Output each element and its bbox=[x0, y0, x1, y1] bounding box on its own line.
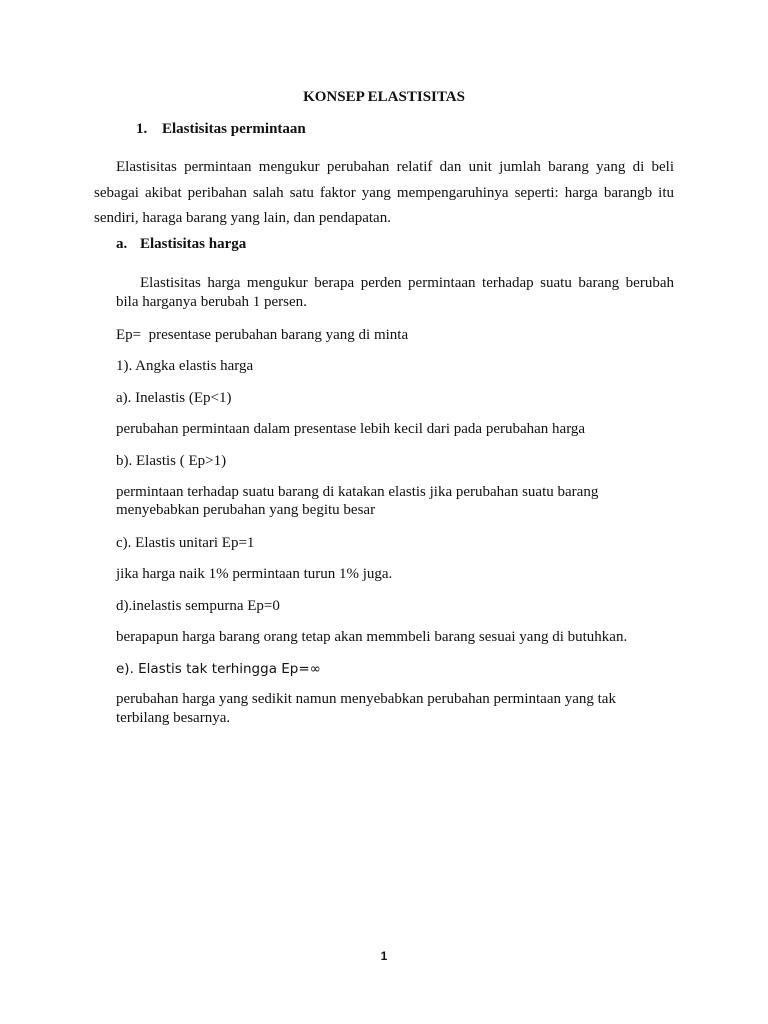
section-heading: Elastisitas permintaan bbox=[162, 121, 306, 137]
list-item-description: berapapun harga barang orang tetap akan memmbeli barang sesuai yang di butuhkan. bbox=[116, 629, 628, 645]
paragraph-line: sebagai akibat peribahan salah satu faktor yang mempengaruhinya seperti: harga barangb itu bbox=[94, 185, 674, 201]
formula-line: Ep= presentase perubahan barang yang di minta bbox=[116, 327, 409, 343]
list-item-description: menyebabkan perubahan yang begitu besar bbox=[116, 502, 376, 518]
list-item-label: e). Elastis tak terhingga Ep=∞ bbox=[116, 661, 321, 677]
list-item-label: c). Elastis unitari Ep=1 bbox=[116, 535, 255, 551]
list-item-description: perubahan harga yang sedikit namun menyebabkan perubahan permintaan yang tak bbox=[116, 691, 616, 707]
paragraph-line: bila harganya berubah 1 persen. bbox=[116, 294, 307, 310]
paragraph-line: Elastisitas harga mengukur berapa perden permintaan terhadap suatu barang berubah bbox=[140, 275, 674, 291]
page-number: 1 bbox=[380, 949, 388, 963]
list-item-description: permintaan terhadap suatu barang di katakan elastis jika perubahan suatu barang bbox=[116, 484, 599, 500]
list-item-description: jika harga naik 1% permintaan turun 1% juga. bbox=[116, 566, 393, 582]
list-heading: 1). Angka elastis harga bbox=[116, 358, 254, 374]
list-item-label: a). Inelastis (Ep<1) bbox=[116, 390, 232, 406]
paragraph-line: sendiri, haraga barang yang lain, dan pendapatan. bbox=[94, 210, 391, 226]
list-item-label: b). Elastis ( Ep>1) bbox=[116, 453, 227, 469]
subsection-letter: a. bbox=[116, 236, 128, 252]
paragraph-line: Elastisitas permintaan mengukur perubahan relatif dan unit jumlah barang yang di beli bbox=[116, 159, 674, 175]
list-item-label: d).inelastis sempurna Ep=0 bbox=[116, 598, 280, 614]
subsection-heading: Elastisitas harga bbox=[140, 236, 247, 252]
list-item-description: perubahan permintaan dalam presentase lebih kecil dari pada perubahan harga bbox=[116, 421, 586, 437]
list-item-description: terbilang besarnya. bbox=[116, 710, 231, 726]
page-title: KONSEP ELASTISITAS bbox=[303, 89, 465, 105]
section-number: 1. bbox=[136, 121, 148, 137]
